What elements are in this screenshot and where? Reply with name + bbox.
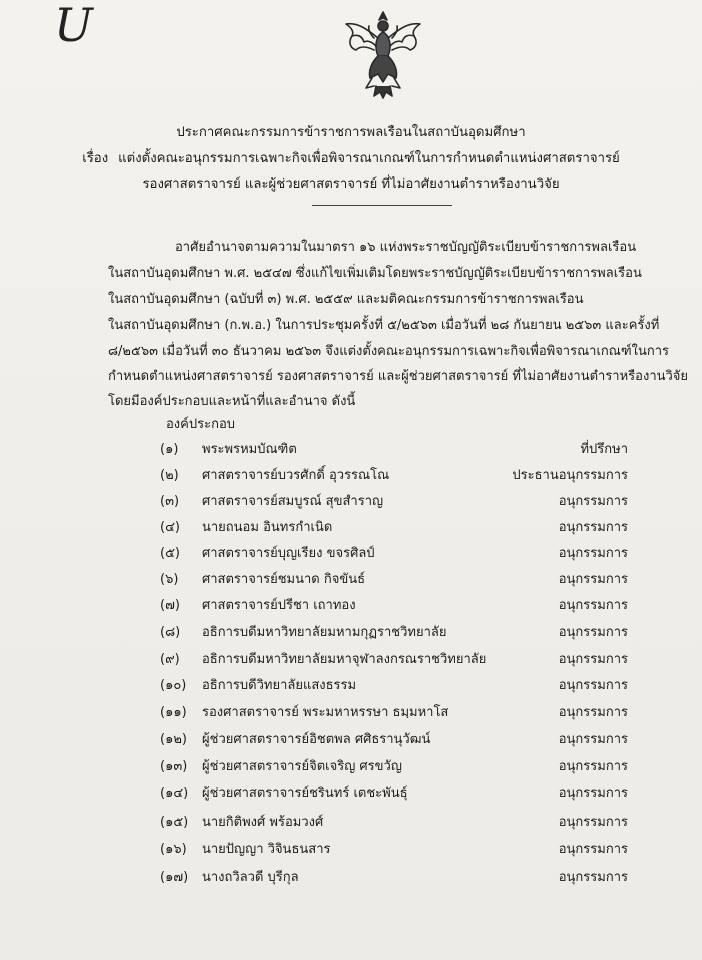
member-role: อนุกรรมการ: [558, 705, 628, 720]
member-row: [0, 728, 702, 746]
member-row: [0, 701, 702, 719]
member-number: (๘): [160, 625, 181, 640]
title-divider: [312, 205, 452, 206]
member-name: ผู้ช่วยศาสตราจารย์จิตเจริญ ศรขวัญ: [202, 759, 402, 774]
member-name: รองศาสตราจารย์ พระมหาหรรษา ธมฺมหาโส: [202, 705, 449, 720]
member-role: ประธานอนุกรรมการ: [512, 468, 628, 483]
member-role: อนุกรรมการ: [558, 652, 628, 667]
member-role: อนุกรรมการ: [558, 815, 628, 830]
member-role: ที่ปรึกษา: [580, 442, 628, 457]
member-row: [0, 594, 702, 612]
member-role: อนุกรรมการ: [558, 572, 628, 587]
member-name: ผู้ช่วยศาสตราจารย์อิชตพล ศศิธรานุวัฒน์: [202, 732, 431, 747]
member-row: [0, 438, 702, 456]
member-name: นายกิติพงศ์ พร้อมวงศ์: [202, 815, 324, 830]
member-name: นางถวิลวดี บุรีกุล: [202, 870, 299, 885]
member-role: อนุกรรมการ: [558, 598, 628, 613]
body-line: โดยมีองค์ประกอบและหน้าที่และอำนาจ ดังนี้: [108, 394, 356, 409]
body-line: ในสถาบันอุดมศึกษา พ.ศ. ๒๕๔๗ ซึ่งแก้ไขเพิ่มเติมโดยพระราชบัญญัติระเบียบข้าราชการพลเรือน: [108, 266, 642, 281]
member-role: อนุกรรมการ: [558, 870, 628, 885]
member-row: [0, 838, 702, 856]
member-row: [0, 516, 702, 534]
member-number: (๑๖): [160, 842, 187, 857]
member-name: นายปัญญา วิจินธนสาร: [202, 842, 331, 857]
body-line: ๘/๒๕๖๓ เมื่อวันที่ ๓๐ ธันวาคม ๒๕๖๓ จึงแต่งตั้งคณะอนุกรรมการเฉพาะกิจเพื่อพิจารณาเกณฑ์ในการ: [108, 344, 670, 359]
body-line: กำหนดตำแหน่งศาสตราจารย์ รองศาสตราจารย์ และผู้ช่วยศาสตราจารย์ ที่ไม่อาศัยงานตำราหรืองานวิจัย: [108, 369, 689, 384]
member-row: [0, 866, 702, 884]
member-name: พระพรหมบัณฑิต: [202, 442, 297, 457]
member-row: [0, 782, 702, 800]
member-role: อนุกรรมการ: [558, 678, 628, 693]
member-number: (๑๒): [160, 732, 187, 747]
member-name: อธิการบดีมหาวิทยาลัยมหามกุฏราชวิทยาลัย: [202, 625, 447, 640]
member-number: (๒): [160, 468, 179, 483]
announcement-title: ประกาศคณะกรรมการข้าราชการพลเรือนในสถาบันอุดมศึกษา: [176, 125, 526, 140]
subject-label: เรื่อง: [82, 151, 109, 166]
member-name: อธิการบดีมหาวิทยาลัยมหาจุฬาลงกรณราชวิทยาลัย: [202, 652, 487, 667]
member-name: อธิการบดีวิทยาลัยแสงธรรม: [202, 678, 357, 693]
member-number: (๑๑): [160, 705, 187, 720]
member-number: (๗): [160, 598, 180, 613]
member-row: [0, 648, 702, 666]
subject-continuation: รองศาสตราจารย์ และผู้ช่วยศาสตราจารย์ ที่ไม่อาศัยงานตำราหรืองานวิจัย: [142, 177, 560, 192]
member-row: [0, 464, 702, 482]
member-name: นายถนอม อินทรกำเนิด: [202, 520, 333, 535]
member-name: ศาสตราจารย์ชมนาด กิจขันธ์: [202, 572, 366, 587]
member-number: (๑๕): [160, 815, 189, 830]
body-line: อาศัยอำนาจตามความในมาตรา ๑๖ แห่งพระราชบัญญัติระเบียบข้าราชการพลเรือน: [175, 240, 637, 255]
member-name: ศาสตราจารย์บวรศักดิ์ อุวรรณโณ: [202, 468, 390, 483]
member-number: (๑): [160, 442, 179, 457]
subject-line: [0, 147, 702, 168]
member-role: อนุกรรมการ: [558, 625, 628, 640]
member-number: (๑๐): [160, 678, 187, 693]
member-name: ศาสตราจารย์บุญเรียง ขจรศิลป์: [202, 546, 375, 561]
member-number: (๖): [160, 572, 179, 587]
member-role: อนุกรรมการ: [558, 786, 628, 801]
member-row: [0, 542, 702, 560]
member-row: [0, 674, 702, 692]
member-row: [0, 490, 702, 508]
garuda-emblem-icon: [338, 8, 428, 100]
member-role: อนุกรรมการ: [558, 520, 628, 535]
subject-text: แต่งตั้งคณะอนุกรรมการเฉพาะกิจเพื่อพิจารณาเกณฑ์ในการกำหนดตำแหน่งศาสตราจารย์: [118, 151, 620, 166]
member-name: ศาสตราจารย์ปรีชา เถาทอง: [202, 598, 356, 613]
body-line: ในสถาบันอุดมศึกษา (ก.พ.อ.) ในการประชุมครั้งที่ ๕/๒๕๖๓ เมื่อวันที่ ๒๘ กันยายน ๒๕๖๓ และครั้งที่: [108, 318, 660, 333]
member-name: ผู้ช่วยศาสตราจารย์ชรินทร์ เตชะพันธุ์: [202, 786, 408, 801]
member-row: [0, 755, 702, 773]
member-number: (๑๓): [160, 759, 188, 774]
member-name: ศาสตราจารย์สมบูรณ์ สุขสำราญ: [202, 494, 384, 509]
handwritten-corner-mark: U: [54, 0, 93, 52]
member-row: [0, 568, 702, 586]
member-number: (๙): [160, 652, 180, 667]
member-role: อนุกรรมการ: [558, 842, 628, 857]
member-row: [0, 811, 702, 829]
member-role: อนุกรรมการ: [558, 759, 628, 774]
composition-heading: องค์ประกอบ: [166, 417, 235, 432]
member-number: (๑๗): [160, 870, 189, 885]
member-number: (๑๔): [160, 786, 189, 801]
member-role: อนุกรรมการ: [558, 732, 628, 747]
body-line: ในสถาบันอุดมศึกษา (ฉบับที่ ๓) พ.ศ. ๒๕๕๙ และมติคณะกรรมการข้าราชการพลเรือน: [108, 292, 584, 307]
member-number: (๕): [160, 546, 180, 561]
member-role: อนุกรรมการ: [558, 546, 628, 561]
member-number: (๔): [160, 520, 180, 535]
member-row: [0, 621, 702, 639]
member-role: อนุกรรมการ: [558, 494, 628, 509]
member-number: (๓): [160, 494, 180, 509]
